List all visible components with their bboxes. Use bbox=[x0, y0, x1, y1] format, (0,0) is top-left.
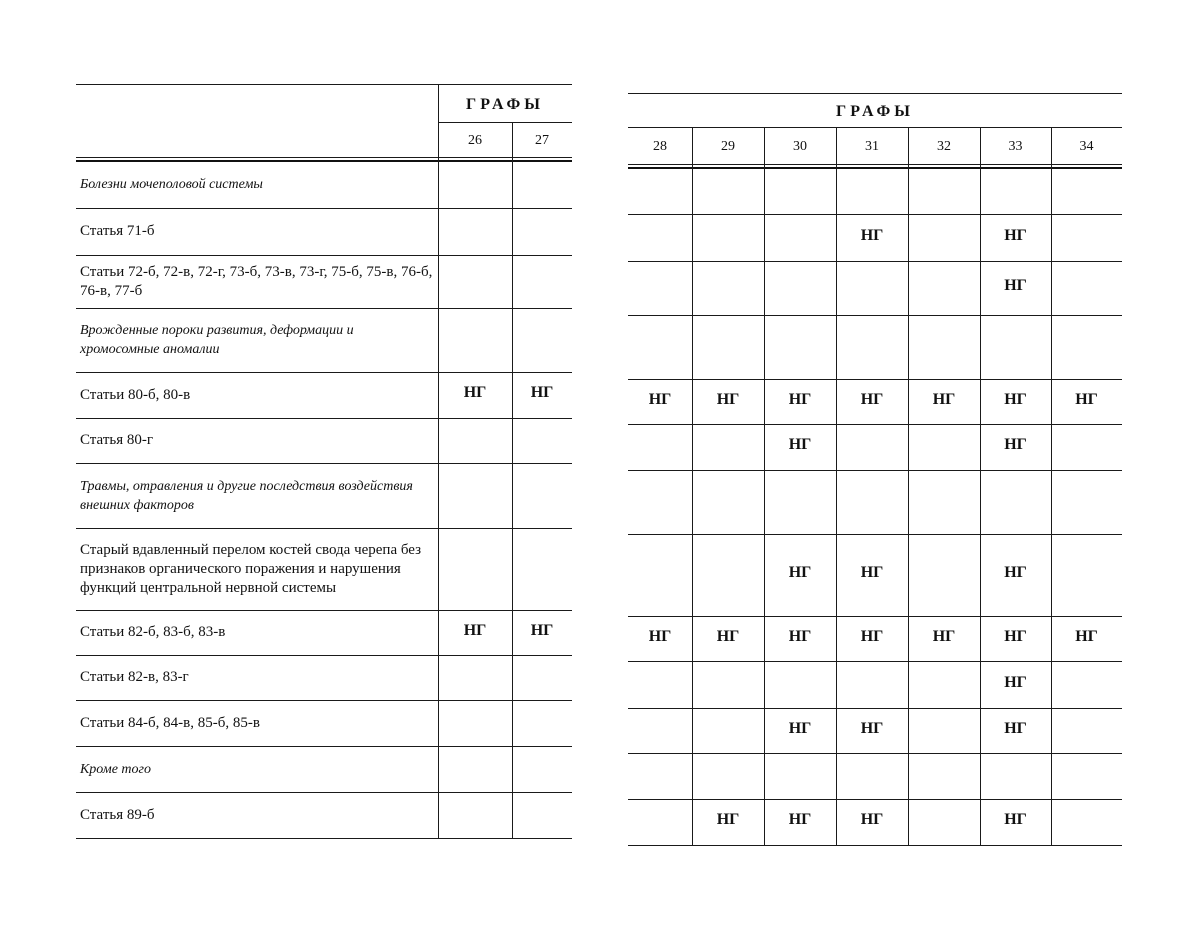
column-number: 26 bbox=[468, 133, 482, 148]
category-cell: НГ bbox=[860, 811, 884, 828]
table-top-rule bbox=[628, 93, 1122, 94]
category-cell: НГ bbox=[788, 390, 812, 408]
category-cell: НГ bbox=[1004, 390, 1027, 408]
row-divider bbox=[628, 315, 1122, 316]
row-divider bbox=[628, 753, 1122, 754]
category-cell: НГ bbox=[1004, 277, 1027, 294]
header-split-rule bbox=[628, 127, 1122, 128]
columns-group-header: ГРАФЫ bbox=[466, 96, 544, 113]
section-heading: Кроме того bbox=[80, 761, 151, 777]
column-divider bbox=[908, 127, 909, 845]
category-cell: НГ bbox=[463, 384, 487, 401]
category-cell: НГ bbox=[860, 564, 884, 581]
column-number: 31 bbox=[865, 139, 879, 154]
header-bottom-rule bbox=[76, 160, 572, 162]
row-divider bbox=[76, 528, 572, 529]
column-number: 29 bbox=[721, 139, 735, 154]
category-cell: НГ bbox=[788, 627, 812, 645]
row-divider bbox=[628, 661, 1122, 662]
category-cell: НГ bbox=[932, 390, 956, 408]
column-number: 27 bbox=[535, 133, 549, 148]
column-divider bbox=[512, 122, 513, 838]
category-cell: НГ bbox=[530, 384, 554, 401]
column-number: 32 bbox=[937, 139, 951, 154]
category-cell: НГ bbox=[1004, 627, 1027, 645]
category-cell: НГ bbox=[1004, 673, 1027, 691]
category-cell: НГ bbox=[716, 627, 740, 645]
column-divider bbox=[438, 84, 439, 838]
row-divider bbox=[628, 470, 1122, 471]
row-divider bbox=[628, 424, 1122, 425]
header-split-rule bbox=[438, 122, 572, 123]
section-heading: Болезни мочеполовой системы bbox=[80, 176, 263, 192]
row-divider bbox=[76, 700, 572, 701]
row-divider bbox=[628, 845, 1122, 846]
article-label: Статьи 82-б, 83-б, 83-в bbox=[80, 624, 226, 640]
row-divider bbox=[628, 534, 1122, 535]
row-divider bbox=[76, 838, 572, 839]
category-cell: НГ bbox=[860, 719, 884, 737]
category-cell: НГ bbox=[648, 627, 672, 645]
category-cell: НГ bbox=[716, 390, 740, 408]
category-cell: НГ bbox=[530, 621, 554, 639]
row-divider bbox=[76, 418, 572, 419]
category-cell: НГ bbox=[788, 564, 812, 581]
category-cell: НГ bbox=[788, 719, 812, 737]
column-divider bbox=[692, 127, 693, 845]
row-divider bbox=[76, 792, 572, 793]
category-cell: НГ bbox=[1075, 390, 1098, 408]
category-cell: НГ bbox=[860, 390, 884, 408]
category-cell: НГ bbox=[716, 811, 740, 828]
category-cell: НГ bbox=[1004, 811, 1027, 828]
row-divider bbox=[628, 379, 1122, 380]
row-divider bbox=[76, 610, 572, 611]
table-top-rule bbox=[76, 84, 572, 85]
row-divider bbox=[628, 708, 1122, 709]
row-divider bbox=[628, 214, 1122, 215]
category-cell: НГ bbox=[860, 627, 884, 645]
category-cell: НГ bbox=[932, 627, 956, 645]
row-divider bbox=[628, 261, 1122, 262]
category-cell: НГ bbox=[788, 436, 812, 453]
row-divider bbox=[76, 655, 572, 656]
columns-group-header: ГРАФЫ bbox=[836, 103, 914, 120]
row-divider bbox=[628, 616, 1122, 617]
section-heading: Травмы, отравления и другие последствия воздействия внешних факторов bbox=[80, 478, 413, 513]
category-cell: НГ bbox=[1075, 627, 1098, 645]
article-label: Статьи 84-б, 84-в, 85-б, 85-в bbox=[80, 714, 260, 731]
article-label: Старый вдавленный перелом костей свода черепа без признаков органического поражения и нарушения функций центральной нервной системы bbox=[80, 541, 422, 596]
column-number: 30 bbox=[793, 139, 807, 154]
column-divider bbox=[1051, 127, 1052, 845]
row-divider bbox=[76, 372, 572, 373]
row-divider bbox=[76, 255, 572, 256]
category-cell: НГ bbox=[1004, 719, 1027, 737]
row-divider bbox=[76, 208, 572, 209]
row-divider bbox=[628, 799, 1122, 800]
category-cell: НГ bbox=[648, 390, 672, 408]
article-label: Статьи 80-б, 80-в bbox=[80, 386, 191, 403]
column-number: 34 bbox=[1079, 139, 1094, 154]
section-heading: Врожденные пороки развития, деформации и хромосомные аномалии bbox=[80, 323, 354, 357]
column-number: 28 bbox=[653, 139, 667, 154]
category-cell: НГ bbox=[860, 226, 884, 244]
header-bottom-rule bbox=[628, 164, 1122, 165]
category-cell: НГ bbox=[1004, 226, 1027, 244]
article-label: Статья 80-г bbox=[80, 432, 154, 448]
article-label: Статья 89-б bbox=[80, 806, 155, 823]
column-number: 33 bbox=[1008, 139, 1023, 154]
row-divider bbox=[76, 308, 572, 309]
category-cell: НГ bbox=[1004, 564, 1027, 581]
article-label: Статьи 72-б, 72-в, 72-г, 73-б, 73-в, 73-г, 75-б, 75-в, 76-б, 76-в, 77-б bbox=[80, 263, 433, 299]
category-cell: НГ bbox=[1004, 436, 1027, 453]
row-divider bbox=[76, 746, 572, 747]
article-label: Статьи 82-в, 83-г bbox=[80, 669, 189, 685]
article-label: Статья 71-б bbox=[80, 223, 155, 239]
row-divider bbox=[76, 463, 572, 464]
category-cell: НГ bbox=[463, 621, 487, 639]
header-bottom-rule bbox=[628, 167, 1122, 169]
category-cell: НГ bbox=[788, 811, 812, 828]
header-bottom-rule bbox=[76, 157, 572, 158]
